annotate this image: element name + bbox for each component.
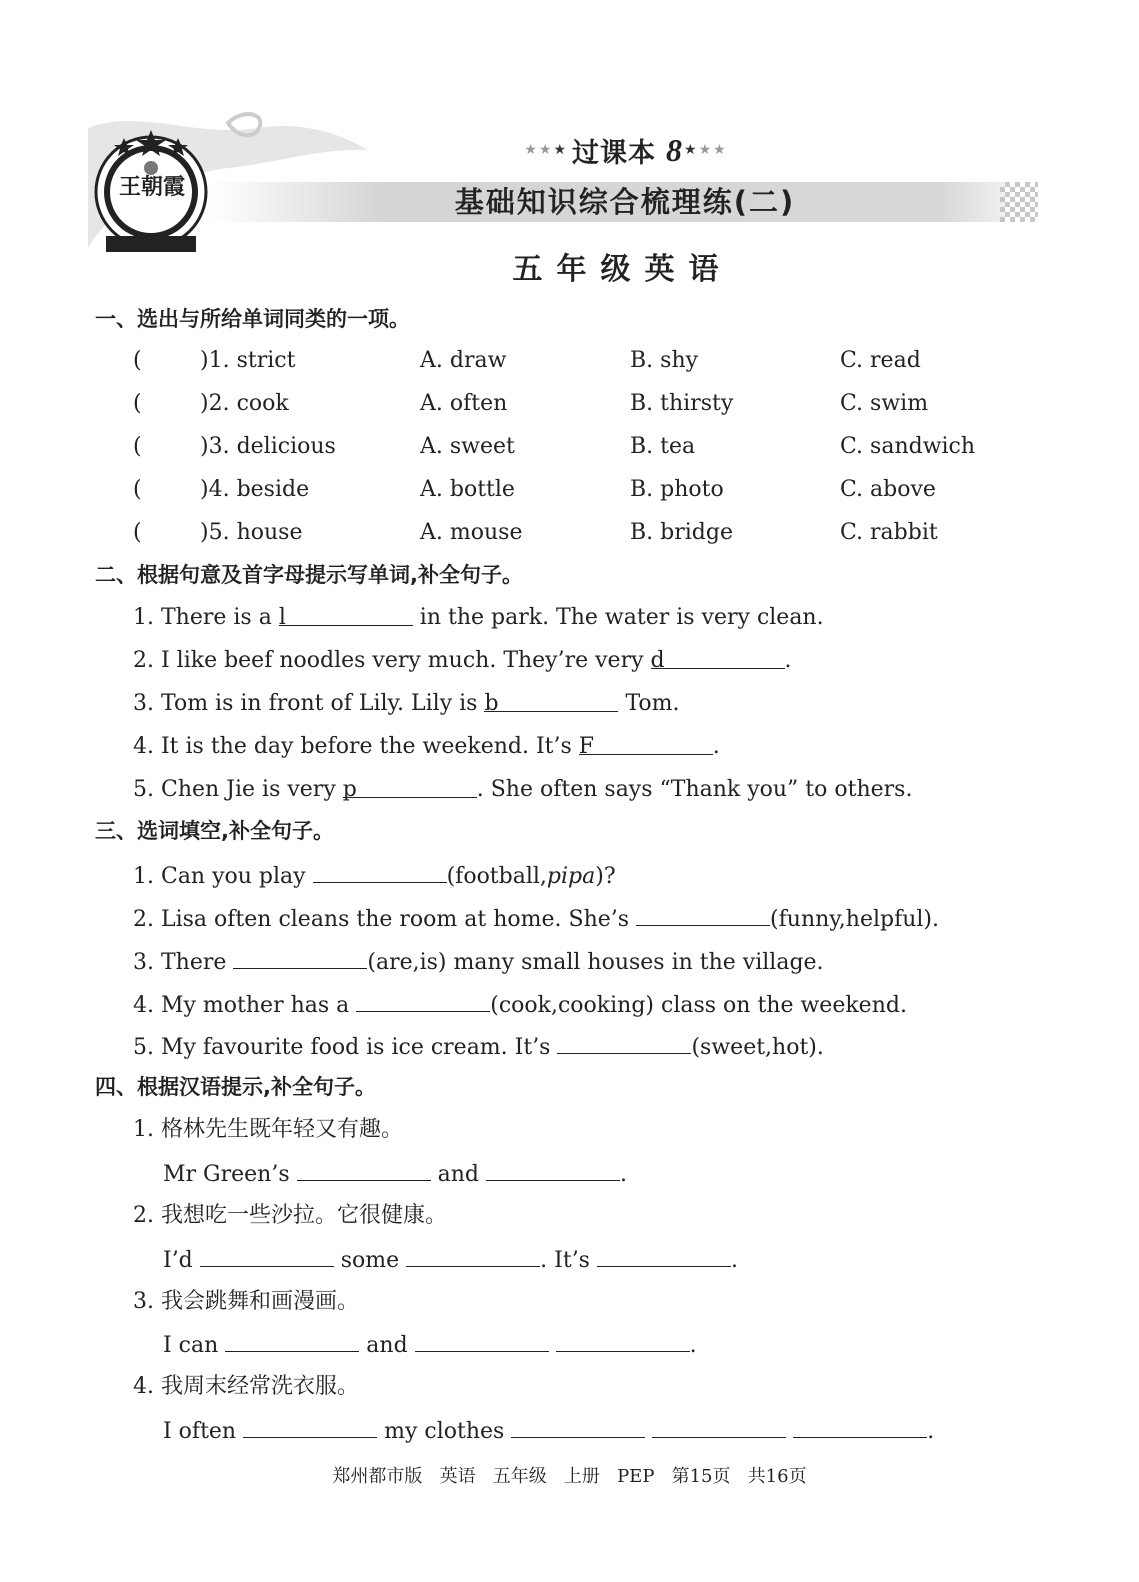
first-letter-hint: F — [578, 734, 595, 759]
chinese-prompt: 4. 我周末经常洗衣服。 — [133, 1374, 359, 1399]
answer-blank[interactable] — [278, 603, 413, 630]
sentence — [133, 689, 680, 719]
star-icon: ★ — [524, 142, 537, 158]
sentence-text: )? — [595, 864, 616, 889]
sentence — [133, 989, 907, 1021]
option-c: C. sandwich — [840, 434, 976, 459]
sentence-text: Mr Green’s — [163, 1162, 297, 1187]
first-letter-hint: p — [342, 777, 357, 802]
page-title: 基础知识综合梳理练(二) — [454, 185, 796, 219]
logo-text: 王朝霞 — [118, 175, 185, 200]
answer-blank[interactable] — [578, 732, 713, 759]
option-c: C. read — [840, 348, 921, 373]
answer-paren: ( — [133, 434, 142, 459]
sentence — [133, 903, 939, 935]
sentence — [133, 946, 824, 978]
option-a: A. draw — [420, 348, 507, 373]
option-b: B. tea — [630, 434, 696, 459]
answer-paren: ( — [133, 477, 142, 502]
checker-decoration — [1000, 182, 1038, 222]
sentence-text: I often — [163, 1419, 244, 1444]
sentence-text: in the park. The water is very clean. — [412, 605, 824, 630]
sentence — [133, 732, 720, 762]
sentence-text: my clothes — [377, 1419, 512, 1444]
sentence — [163, 1158, 627, 1190]
sentence — [133, 775, 912, 805]
answer-blank[interactable] — [225, 1329, 359, 1352]
question-word: )4. beside — [200, 477, 310, 502]
answer-blank[interactable] — [652, 1415, 786, 1438]
sentence-text: 3. Tom is in front of Lily. Lily is — [133, 691, 485, 716]
sentence-text: 1. There is a — [133, 605, 279, 630]
series-number: 8 — [666, 131, 682, 168]
answer-paren: ( — [133, 520, 142, 545]
answer-blank[interactable] — [597, 1244, 731, 1267]
sentence-text: . — [784, 648, 792, 673]
answer-blank[interactable] — [313, 860, 447, 883]
chinese-prompt: 1. 格林先生既年轻又有趣。 — [133, 1117, 403, 1142]
sentence-text: 1. Can you play — [133, 864, 313, 889]
question-word: )3. delicious — [200, 434, 336, 459]
option-c: C. above — [840, 477, 936, 502]
chinese-prompt: 2. 我想吃一些沙拉。它很健康。 — [133, 1203, 447, 1228]
answer-blank[interactable] — [511, 1415, 645, 1438]
section4-heading: 四、根据汉语提示,补全句子。 — [95, 1075, 376, 1099]
section1-heading: 一、选出与所给单词同类的一项。 — [95, 307, 410, 331]
sentence-text: . — [730, 1248, 738, 1273]
option-b: B. photo — [630, 477, 724, 502]
sentence-text: 3. There — [133, 950, 234, 975]
first-letter-hint: l — [278, 605, 286, 630]
sentence — [133, 860, 616, 892]
word-choices: (cook,cooking) class on the weekend. — [490, 993, 907, 1018]
chinese-prompt: 3. 我会跳舞和画漫画。 — [133, 1289, 359, 1314]
word-choice-italic: pipa — [546, 864, 596, 889]
sentence-text: I’d — [163, 1248, 200, 1273]
first-letter-hint: b — [484, 691, 499, 716]
sentence-text: 5. My favourite food is ice cream. It’s — [133, 1035, 558, 1060]
word-choices: (are,is) many small houses in the village. — [367, 950, 824, 975]
answer-paren: ( — [133, 348, 142, 373]
option-c: C. rabbit — [840, 520, 938, 545]
answer-blank[interactable] — [200, 1244, 334, 1267]
sentence-text: some — [333, 1248, 407, 1273]
option-a: A. often — [420, 391, 508, 416]
option-c: C. swim — [840, 391, 929, 416]
option-b: B. thirsty — [630, 391, 734, 416]
star-icon: ★ — [698, 142, 712, 158]
first-letter-hint: d — [650, 648, 665, 673]
page-footer: 郑州都市版 英语 五年级 上册 PEP 第15页 共16页 — [332, 1466, 807, 1487]
sentence-text: 4. My mother has a — [133, 993, 357, 1018]
sentence-text: and — [359, 1333, 415, 1358]
sentence-text: and — [430, 1162, 486, 1187]
question-word: )5. house — [200, 520, 303, 545]
star-icon: ★ — [684, 142, 697, 158]
section3-heading: 三、选词填空,补全句子。 — [95, 819, 334, 843]
sentence — [133, 646, 792, 676]
answer-blank[interactable] — [233, 946, 367, 969]
sentence-text: 2. I like beef noodles very much. They’re very — [133, 648, 651, 673]
answer-blank[interactable] — [297, 1158, 431, 1181]
sentence-text: 4. It is the day before the weekend. It’s — [133, 734, 579, 759]
section2-heading: 二、根据句意及首字母提示写单词,补全句子。 — [95, 563, 523, 587]
word-choices: (football, — [446, 864, 547, 889]
answer-blank[interactable] — [650, 646, 785, 673]
answer-blank[interactable] — [243, 1415, 377, 1438]
sentence — [163, 1415, 934, 1447]
star-icon: ★ — [538, 142, 552, 158]
sentence-text: . It’s — [540, 1248, 597, 1273]
series-name: 过课本 — [572, 137, 656, 169]
star-icon: ★ — [713, 142, 726, 158]
answer-blank[interactable] — [342, 775, 477, 802]
sentence-text: 2. Lisa often cleans the room at home. She’s — [133, 907, 637, 932]
sentence — [133, 1031, 824, 1063]
answer-blank[interactable] — [415, 1329, 549, 1352]
answer-blank[interactable] — [793, 1415, 927, 1438]
sentence-text: 5. Chen Jie is very — [133, 777, 343, 802]
sentence-text: . — [927, 1419, 935, 1444]
sentence-text: . — [619, 1162, 627, 1187]
question-word: )1. strict — [200, 348, 296, 373]
option-b: B. shy — [630, 348, 699, 373]
answer-blank[interactable] — [557, 1031, 691, 1054]
word-choices: (funny,helpful). — [770, 907, 940, 932]
sentence-text: . — [712, 734, 720, 759]
answer-blank[interactable] — [406, 1244, 540, 1267]
sentence-text: I can — [163, 1333, 226, 1358]
star-icon: ★ — [553, 142, 566, 158]
series-line — [500, 130, 750, 170]
option-a: A. bottle — [420, 477, 515, 502]
sentence-text: . — [689, 1333, 697, 1358]
question-word: )2. cook — [200, 391, 289, 416]
sentence — [163, 1244, 738, 1276]
sentence — [133, 603, 824, 633]
option-a: A. sweet — [420, 434, 515, 459]
option-b: B. bridge — [630, 520, 733, 545]
answer-blank[interactable] — [486, 1158, 620, 1181]
sentence-text: Tom. — [618, 691, 680, 716]
answer-paren: ( — [133, 391, 142, 416]
sentence-text: . She often says “Thank you” to others. — [476, 777, 913, 802]
answer-blank[interactable] — [556, 1329, 690, 1352]
answer-blank[interactable] — [356, 989, 490, 1012]
sentence — [163, 1329, 697, 1361]
page-subtitle: 五年级英语 — [512, 252, 733, 287]
option-a: A. mouse — [420, 520, 523, 545]
answer-blank[interactable] — [484, 689, 618, 716]
answer-blank[interactable] — [636, 903, 770, 926]
word-choices: (sweet,hot). — [691, 1035, 824, 1060]
